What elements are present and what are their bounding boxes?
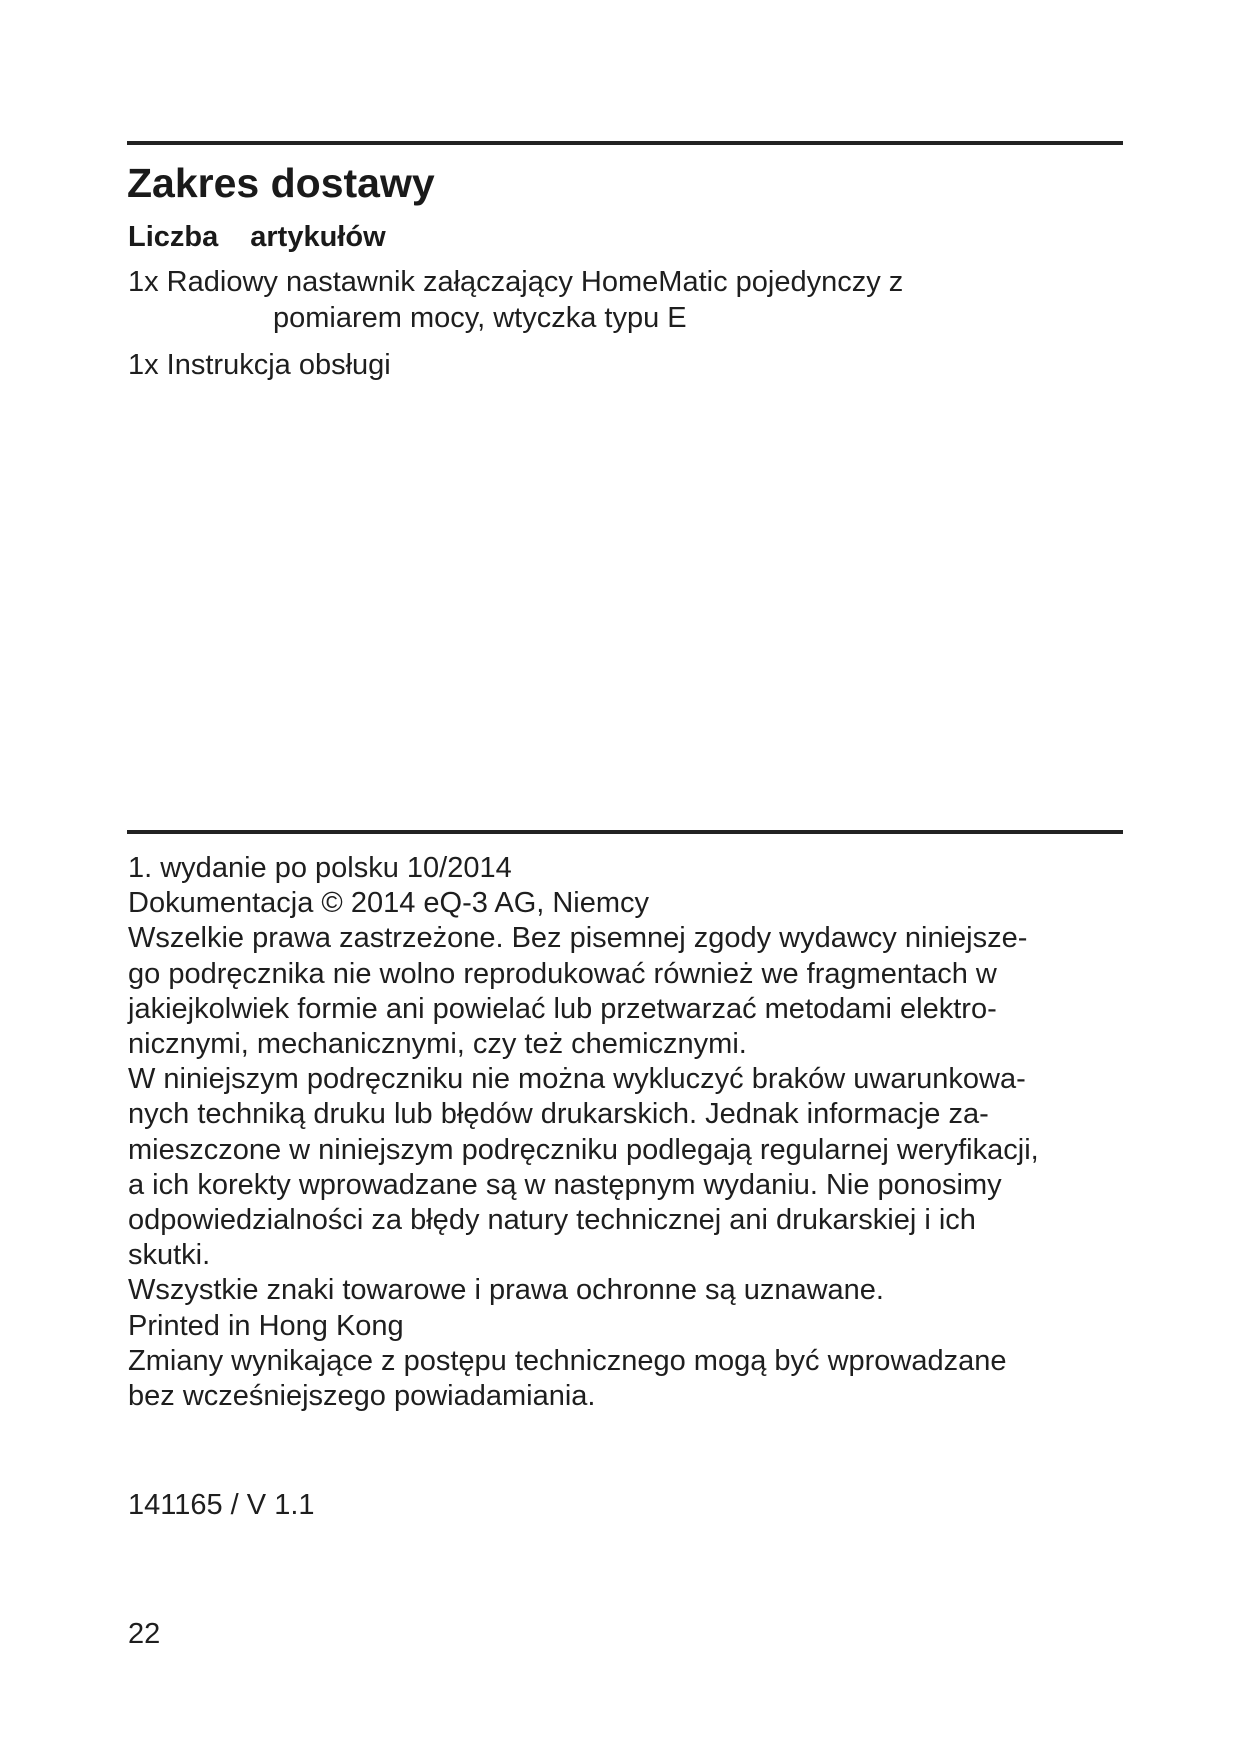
- delivery-item-1: 1x Radiowy nastawnik załączający HomeMatic pojedynczy z: [128, 266, 904, 298]
- imprint-line: jakiejkolwiek formie ani powielać lub przetwarzać metodami elektro-: [128, 992, 997, 1025]
- imprint-line: a ich korekty wprowadzane są w następnym wydaniu. Nie ponosimy: [128, 1168, 1002, 1201]
- delivery-item-2: 1x Instrukcja obsługi: [128, 349, 391, 381]
- imprint-block: [128, 851, 1118, 1414]
- top-divider: [127, 141, 1123, 145]
- imprint-line: go podręcznika nie wolno reprodukować również we fragmentach w: [128, 957, 997, 990]
- imprint-line: mieszczone w niniejszym podręczniku podlegają regularnej weryfikacji,: [128, 1133, 1039, 1166]
- page-number: 22: [128, 1618, 161, 1650]
- imprint-line: nicznymi, mechanicznymi, czy też chemicznymi.: [128, 1028, 747, 1061]
- imprint-line: 1. wydanie po polsku 10/2014: [128, 852, 512, 884]
- imprint-line: W niniejszym podręczniku nie można wykluczyć braków uwarunkowa-: [128, 1063, 1026, 1096]
- imprint-line: Zmiany wynikające z postępu technicznego mogą być wprowadzane: [128, 1344, 1007, 1377]
- bottom-divider: [127, 830, 1123, 834]
- section-heading: Zakres dostawy: [127, 160, 435, 206]
- imprint-line: nych techniką druku lub błędów drukarskich. Jednak informacje za-: [128, 1098, 989, 1131]
- imprint-line: Dokumentacja © 2014 eQ-3 AG, Niemcy: [128, 887, 650, 920]
- imprint-line: Wszelkie prawa zastrzeżone. Bez pisemnej zgody wydawcy niniejsze-: [128, 922, 1028, 955]
- document-version: 141165 / V 1.1: [128, 1489, 315, 1521]
- imprint-line: Printed in Hong Kong: [128, 1309, 404, 1342]
- column-headers: [128, 218, 386, 256]
- imprint-line: odpowiedzialności za błędy natury technicznej ani drukarskiej i ich: [128, 1204, 976, 1237]
- imprint-line: bez wcześniejszego powiadamiania.: [128, 1380, 596, 1413]
- imprint-line: skutki.: [128, 1239, 211, 1272]
- imprint-line: Wszystkie znaki towarowe i prawa ochronne są uznawane.: [128, 1274, 884, 1307]
- delivery-item-1-continuation: pomiarem mocy, wtyczka typu E: [273, 302, 687, 334]
- column-header-quantity: Liczba: [128, 221, 219, 253]
- column-header-articles: artykułów: [250, 221, 386, 253]
